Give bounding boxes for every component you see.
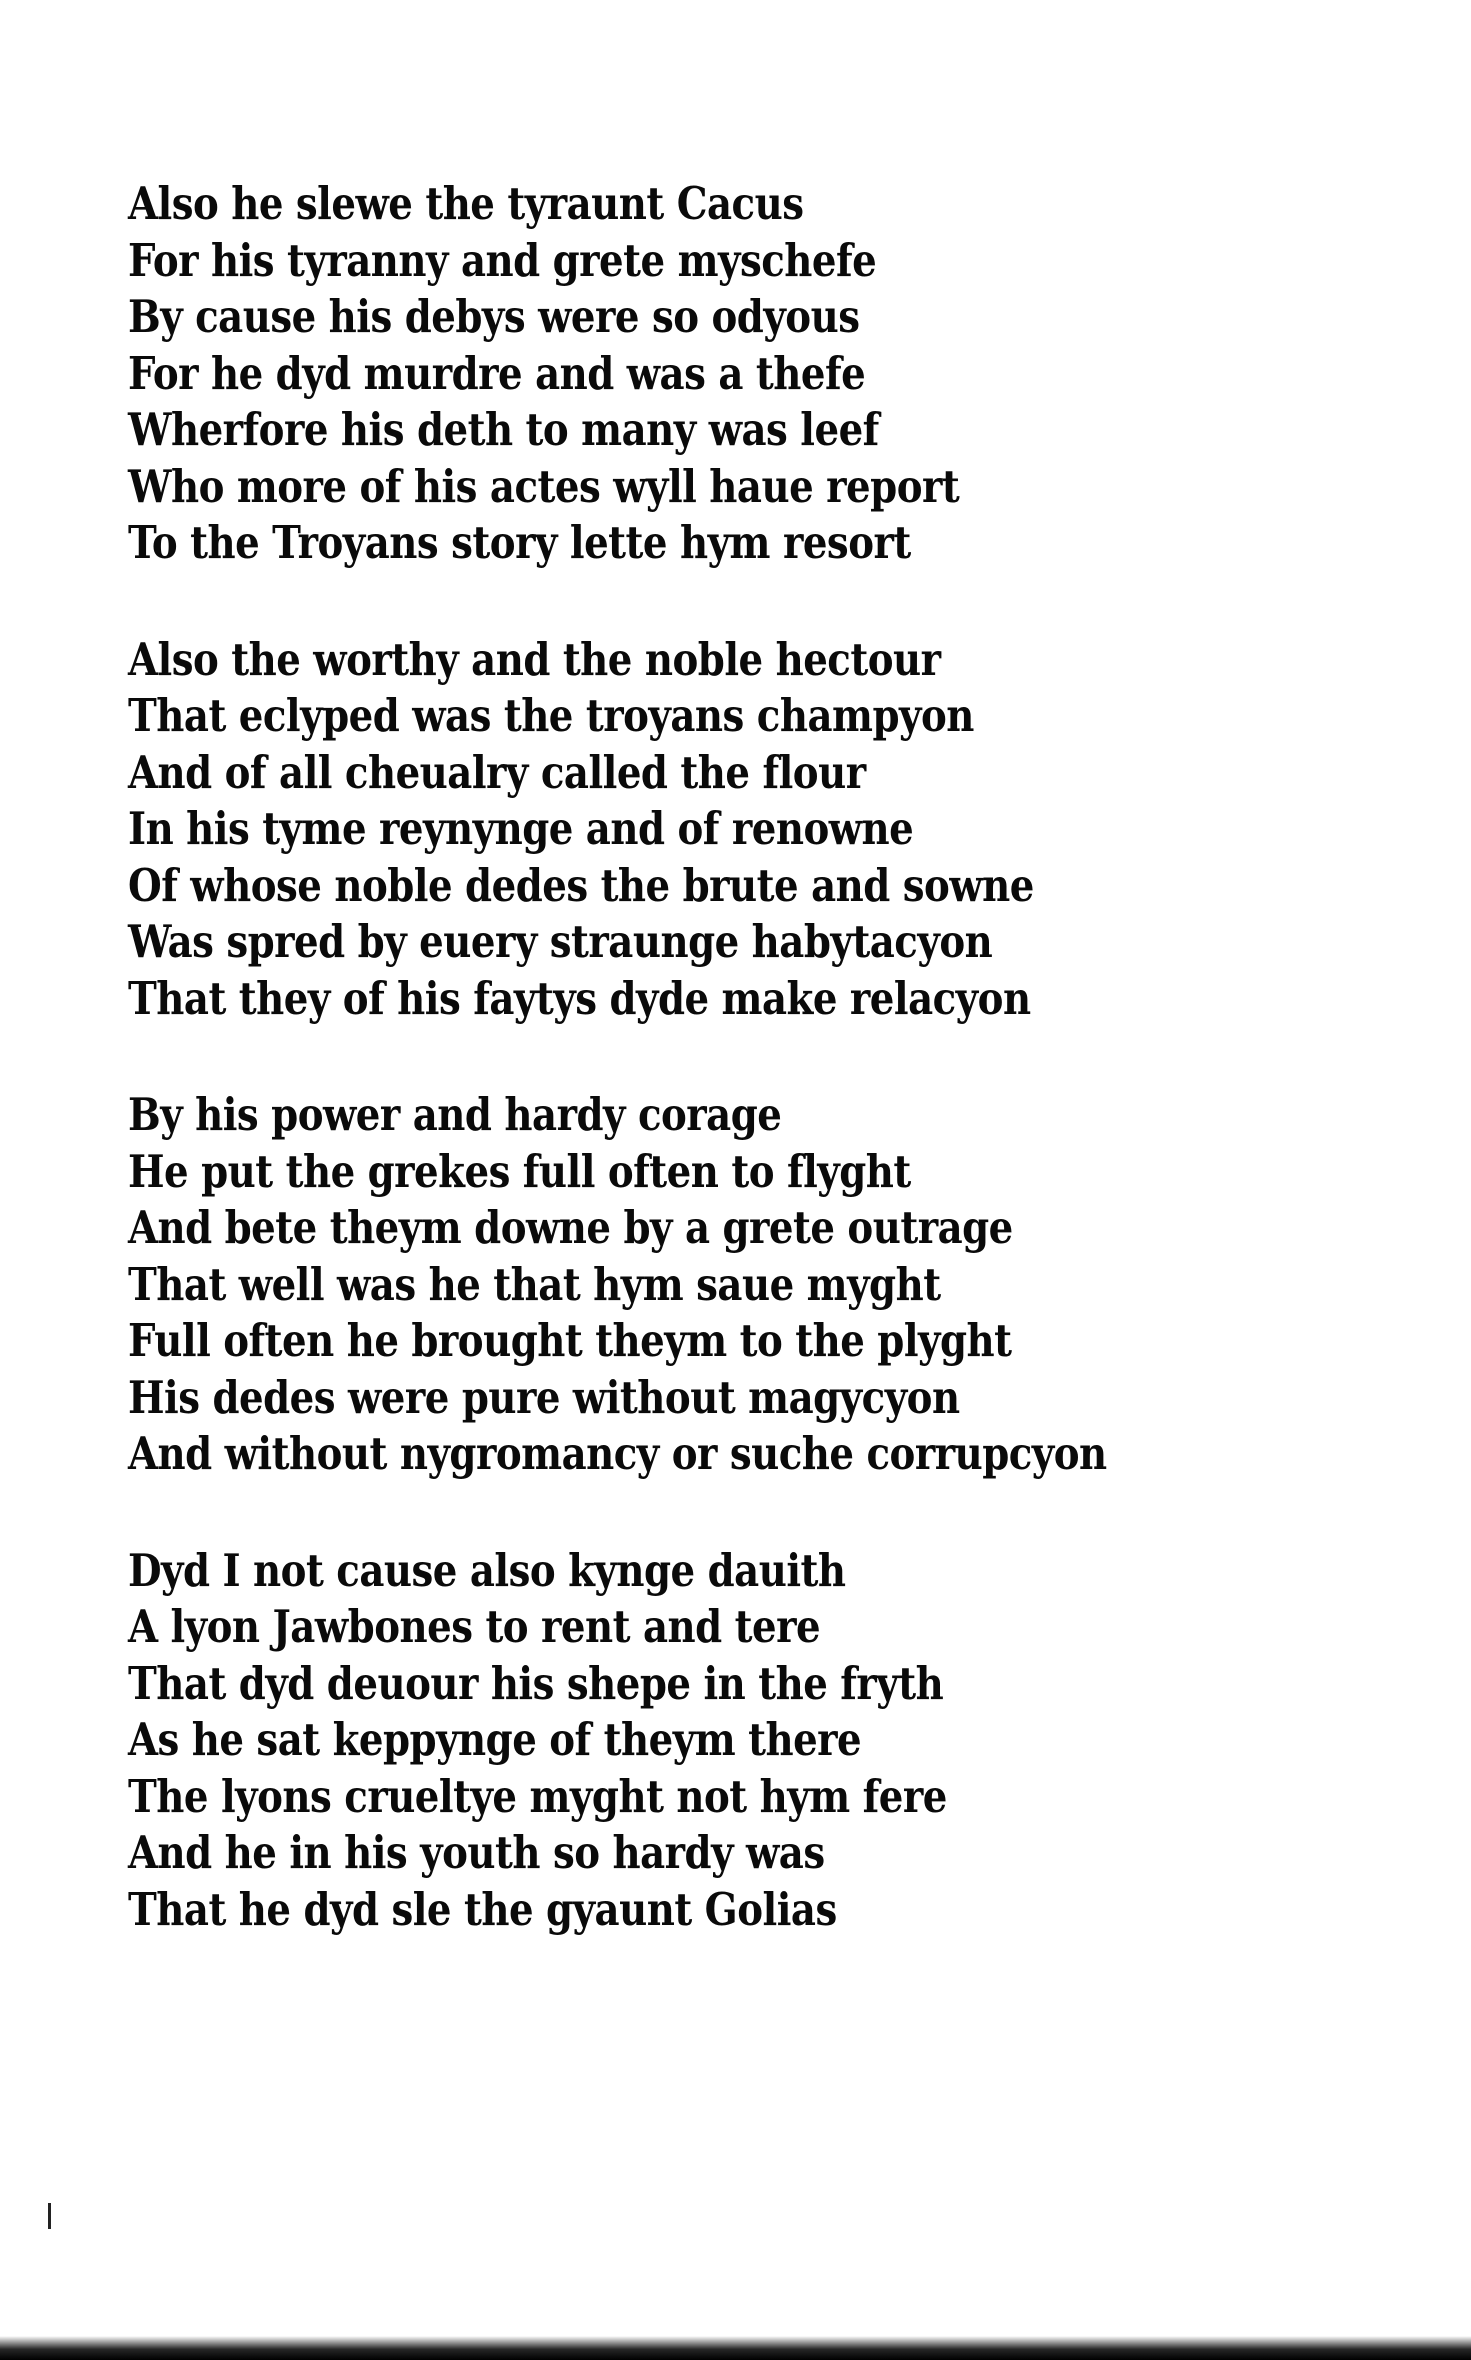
stanza-4 (128, 1543, 1368, 1939)
verse-line: That eclyped was the troyans champyon (128, 689, 974, 742)
verse-line: Of whose noble dedes the brute and sowne (128, 858, 1034, 912)
verse-line: His dedes were pure without magycyon (128, 1370, 960, 1424)
scan-bottom-edge (0, 2336, 1471, 2360)
verse-line: For his tyranny and grete myschefe (128, 233, 877, 287)
verse-line: Dyd I not cause also kynge dauith (128, 1543, 846, 1597)
verse-line: And of all cheualry called the flour (128, 745, 866, 799)
verse-line: Was spred by euery straunge habytacyon (128, 915, 993, 968)
verse-line: Full often he brought theym to the plyght (128, 1314, 1012, 1367)
verse-line: By his power and hardy corage (128, 1088, 782, 1141)
verse-line: He put the grekes full often to flyght (128, 1144, 911, 1198)
verse-line: Also he slewe the tyraunt Cacus (128, 177, 804, 230)
verse-line: Who more of his actes wyll haue report (128, 459, 960, 513)
verse-line: Wherfore his deth to many was leef (128, 403, 879, 456)
verse-line: That they of his faytys dyde make relacyon (128, 971, 1031, 1025)
verse-line: By cause his debys were so odyous (128, 290, 860, 343)
verse-line: And he in his youth so hardy was (128, 1826, 825, 1879)
verse-line: That well was he that hym saue myght (128, 1257, 941, 1311)
verse-line: That dyd deuour his shepe in the fryth (128, 1656, 944, 1710)
stanza-1 (128, 176, 1368, 572)
verse-line: For he dyd murdre and was a thefe (128, 346, 866, 400)
stanza-2 (128, 632, 1368, 1028)
verse-line: A lyon Jawbones to rent and tere (128, 1600, 821, 1653)
verse-line: That he dyd sle the gyaunt Golias (128, 1882, 837, 1936)
stanza-3 (128, 1087, 1368, 1483)
margin-mark (48, 2203, 51, 2229)
verse-line: In his tyme reynynge and of renowne (128, 802, 914, 855)
verse-line: As he sat keppynge of theym there (128, 1713, 862, 1766)
verse-line: And bete theym downe by a grete outrage (128, 1201, 1013, 1254)
poem-text (128, 176, 1368, 1998)
verse-line: To the Troyans story lette hym resort (128, 516, 911, 569)
verse-line: The lyons crueltye myght not hym fere (128, 1769, 947, 1823)
verse-line: Also the worthy and the noble hectour (128, 632, 941, 686)
verse-line: And without nygromancy or suche corrupcyon (128, 1427, 1107, 1480)
